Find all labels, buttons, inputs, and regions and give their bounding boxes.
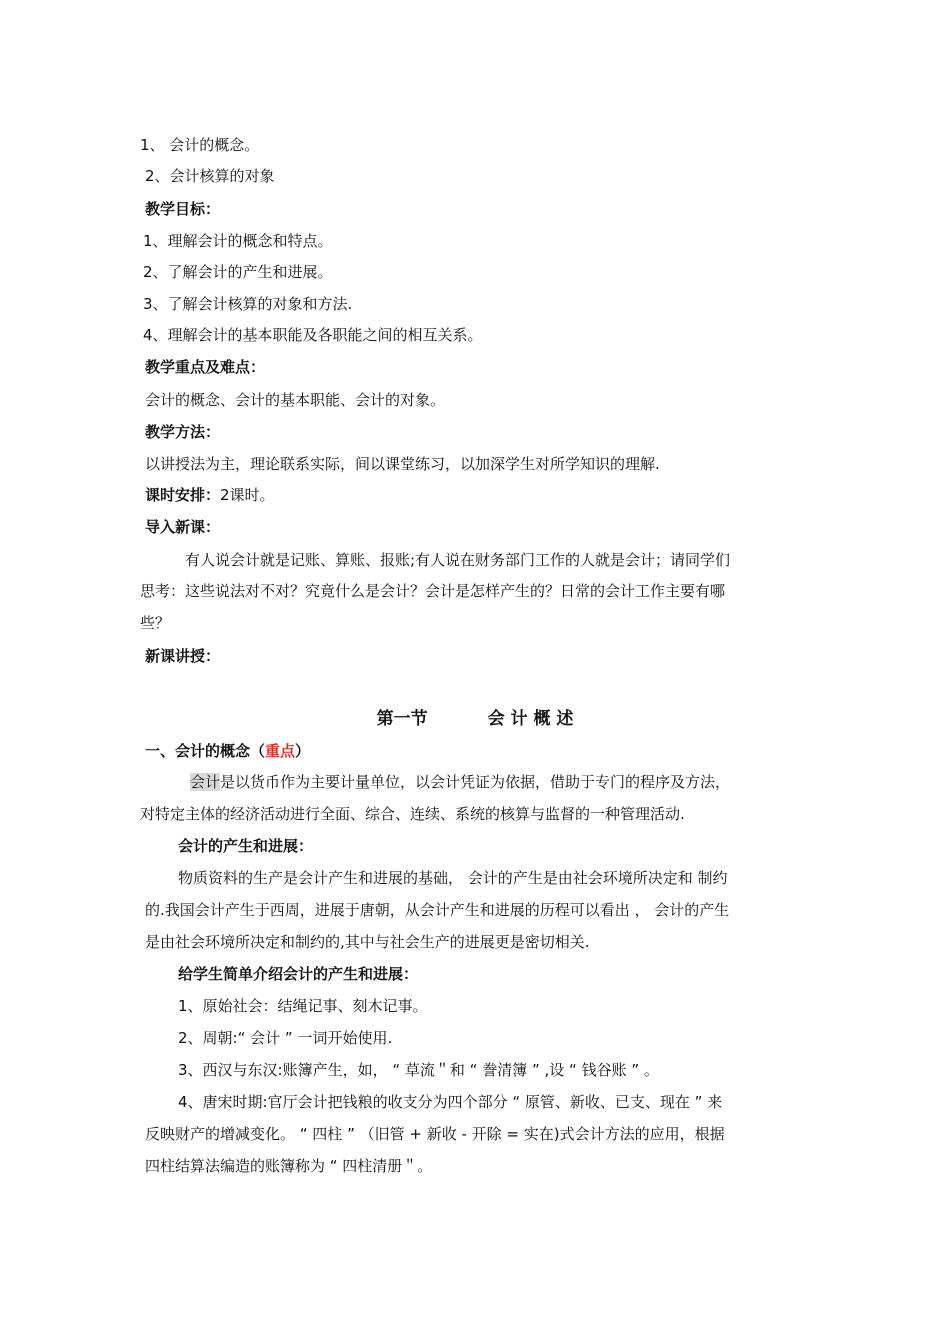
section-name: 会 计 概 述 [487,709,574,729]
origin-heading: 会计的产生和进展： [178,837,314,855]
history-item: 4、唐宋时期:官厅会计把钱粮的收支分为四个部分 “ 原管、新收、已支、现在 ” 来 [178,1093,723,1111]
key-points-text: 会计的概念、会计的基本职能、会计的对象。 [145,391,446,409]
history-item: 2、周朝:“ 会计 ” 一词开始使用. [178,1029,393,1047]
section-number: 第一节 [376,709,428,729]
schedule-line [145,484,275,506]
key-point-label: 重点 [265,742,296,760]
objective-item: 4、理解会计的基本职能及各职能之间的相互关系。 [143,326,483,344]
schedule-label: 课时安排： [145,486,221,504]
intro-paragraph-line: 些？ [140,614,171,632]
highlighted-term: 会计 [190,773,221,791]
concept-heading-prefix: 一、会计的概念（ [145,742,266,760]
origin-paragraph-line: 物质资料的生产是会计产生和进展的基础， 会计的产生是由社会环境所决定和 制约 [178,869,728,887]
concept-definition-line [190,771,730,793]
concept-definition-line: 对特定主体的经济活动进行全面、综合、连续、系统的核算与监督的一种管理活动. [140,805,685,823]
key-points-heading: 教学重点及难点： [145,358,266,376]
history-item: 四柱结算法编造的账簿称为 “ 四柱清册＂。 [145,1157,433,1175]
objective-item: 1、理解会计的概念和特点。 [143,232,333,250]
history-heading: 给学生简单介绍会计的产生和进展： [178,965,419,983]
objective-item: 3、了解会计核算的对象和方法. [143,295,353,313]
topic-item-1: 1、 会计的概念。 [140,136,260,154]
methods-heading: 教学方法： [145,423,221,441]
concept-heading [145,740,310,762]
origin-paragraph-line: 是由社会环境所决定和制约的,其中与社会生产的进展更是密切相关. [145,933,590,951]
intro-heading: 导入新课： [145,518,221,536]
history-item: 3、西汉与东汉:账簿产生，如， “ 草流＂和 “ 誊清簿 ” ,设 “ 钱谷账 ” 。 [178,1061,659,1079]
intro-paragraph-line: 思考：这些说法对不对？究竟什么是会计？会计是怎样产生的？日常的会计工作主要有哪 [140,582,726,600]
objectives-heading: 教学目标： [145,200,221,218]
history-item: 1、原始社会：结绳记事、刻木记事。 [178,997,428,1015]
origin-paragraph-line: 的.我国会计产生于西周，进展于唐朝，从会计产生和进展的历程可以看出 ， 会计的产生 [145,901,730,919]
concept-heading-suffix: ） [295,742,311,760]
concept-definition-text: 是以货币作为主要计量单位，以会计凭证为依据，借助于专门的程序及方法， [220,773,731,791]
schedule-value: 2课时。 [220,486,275,504]
objective-item: 2、了解会计的产生和进展。 [143,263,333,281]
section-title [0,706,950,732]
history-item: 反映财产的增减变化。 “ 四柱 ” （旧管 + 新收 - 开除 = 实在)式会计方法的应用，根据 [145,1125,725,1143]
methods-text: 以讲授法为主，理论联系实际，间以课堂练习，以加深学生对所学知识的理解. [145,455,660,473]
intro-paragraph-line: 有人说会计就是记账、算账、报账;有人说在财务部门工作的人就是会计；请同学们 [185,551,731,569]
new-lesson-heading: 新课讲授： [145,647,221,665]
topic-item-2: 2、会计核算的对象 [145,167,275,185]
